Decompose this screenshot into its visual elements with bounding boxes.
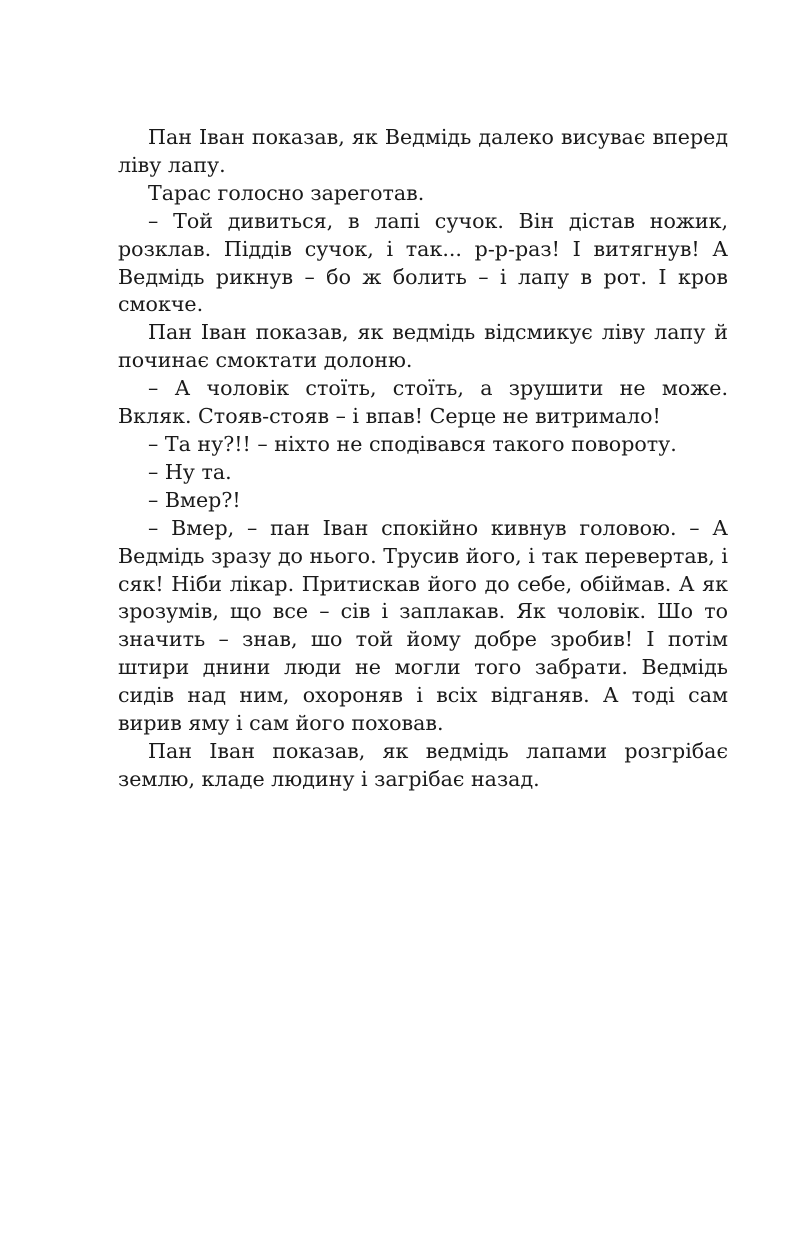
paragraph: – Та ну?!! – ніхто не сподівався такого повороту. — [148, 431, 677, 456]
paragraph: Пан Іван показав, як ведмідь відсмикує ліву лапу й починає смоктати долоню. — [118, 320, 728, 373]
paragraph: – Той дивиться, в лапі сучок. Він дістав ножик, розклав. Піддів сучок, і так... р-р-раз! І витягнув! А Ведмідь рикнув – бо ж болить – і лапу в рот. І кров смокче. — [118, 208, 728, 317]
paragraph: – Ну та. — [148, 459, 232, 484]
paragraph: Тарас голосно зареготав. — [148, 180, 425, 205]
paragraph: – Вмер?! — [148, 487, 241, 512]
book-page-text — [118, 124, 728, 794]
paragraph: – Вмер, – пан Іван спокійно кивнув головою. – А Ведмідь зразу до нього. Трусив його, і так перевертав, і сяк! Ніби лікар. Притискав його до себе, обіймав. А як зрозумів, що все – сів і заплакав. Як чоловік. Шо то значить – знав, шо той йому добре зробив! І потім штири днини люди не могли того забрати. Ведмідь сидів над ним, охороняв і всіх відганяв. А тоді сам вирив яму і сам його поховав. — [118, 515, 728, 736]
paragraph: Пан Іван показав, як ведмідь лапами розгрібає землю, кладе людину і загрібає назад. — [118, 738, 728, 791]
paragraph: – А чоловік стоїть, стоїть, а зрушити не може. Вкляк. Стояв-стояв – і впав! Серце не витримало! — [118, 376, 728, 429]
paragraph: Пан Іван показав, як Ведмідь далеко висуває вперед ліву лапу. — [118, 125, 728, 177]
